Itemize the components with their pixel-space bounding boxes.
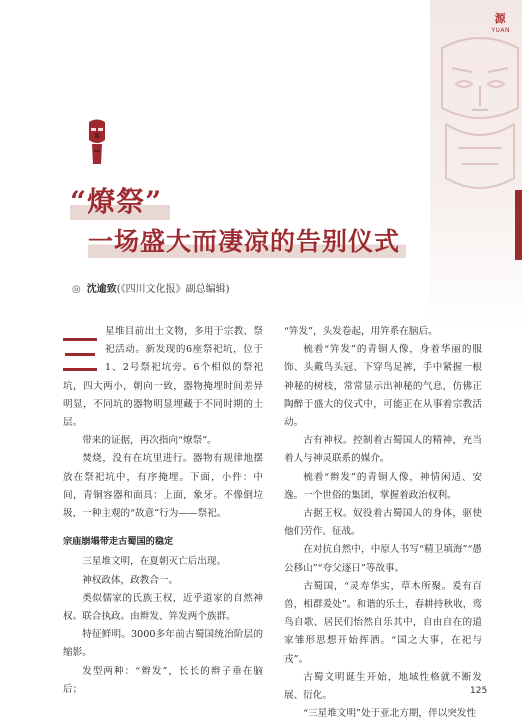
paragraph: 三星堆文明，在夏朝灭亡后出现。 xyxy=(82,556,227,568)
paragraph: 梳着“笄发”的青铜人像，身着华丽的服饰、头戴鸟头冠、下穿鸟足裤，手中紧握一根神秘的树枝，常常显示出神秘的气息，仿佛正陶醉于盛大的仪式中，可能正在从事着宗教活动。 xyxy=(284,344,482,429)
author-name: 沈逾致 xyxy=(86,284,117,295)
paragraph: 焚烧，没有在坑里进行。器物有规律地摆放在祭祀坑中，有序掩埋。下面，小件：中间，青铜容器和面具：上面，象牙。不像倒垃圾，一种主观的“故意”行为——祭祀。 xyxy=(63,453,263,520)
paragraph: 古有神权。控制着古蜀国人的精神，充当着人与神灵联系的媒介。 xyxy=(284,435,482,465)
section-tag xyxy=(491,10,510,34)
left-column xyxy=(63,323,263,699)
paragraph: “笄发”，头发卷起，用笄系在脑后。 xyxy=(284,326,438,337)
paragraph: 古蜀文明诞生开始，地域性格就不断发展、衍化。 xyxy=(284,671,482,702)
decorative-mask-icon xyxy=(432,28,522,228)
subheading: 宗庙崩塌带走古蜀国的稳定 xyxy=(63,536,174,548)
section-tag-en: YUAN xyxy=(491,27,510,34)
paragraph: 特征鲜明。3000多年前古蜀国统治阶层的缩影。 xyxy=(63,629,263,659)
section-tag-zh: 源 xyxy=(494,12,507,25)
bronze-mask-icon xyxy=(86,118,108,166)
paragraph: 梳着“辫发”的青铜人像，神情闲适、安逸。一个世俗的集团，掌握着政治权利。 xyxy=(284,471,482,501)
paragraph: 类似儒家的氏族王权，近乎道家的自然神权。联合执政。由辫发、笄发两个族群。 xyxy=(63,592,263,623)
paragraph: “三星堆文明”处于亚北方期，伴以突发性 xyxy=(303,708,477,720)
paragraph: 古蜀国，“灵寿华实，草木所聚。爰有百兽，相群爰处”。和谐的乐土，春耕持秋收，鸾鸟自歌、居民们怡然自乐其中，自由自在的道家雏形思想开始挥洒。“国之大事，在祀与戎”。 xyxy=(284,580,482,665)
title-line-1: “燎祭” xyxy=(70,180,170,220)
byline-mark: ◎ xyxy=(72,284,81,295)
decorative-red-bar xyxy=(515,190,522,260)
paragraph: 发型两种：“辫发”，长长的辫子垂在脑后； xyxy=(63,665,263,695)
page-number: 125 xyxy=(470,686,488,696)
paragraph: 带来的证据，再次指向“燎祭”。 xyxy=(82,435,217,447)
byline xyxy=(72,280,230,295)
paragraph: 神权政体，政教合一。 xyxy=(82,574,179,586)
title-line-2: 一场盛大而凄凉的告别仪式 xyxy=(88,222,406,258)
paragraph: 古据王权。奴役着古蜀国人的身体，驱使他们劳作、征战。 xyxy=(284,508,482,538)
dropcap-san xyxy=(63,326,97,374)
paragraph: 星堆目前出土文物，多用于宗教、祭祀活动。新发现的6座祭祀坑，位于1、2号祭祀坑旁。6个相似的祭祀坑，四大两小，朝向一致，器物掩埋时间差异明显，不同坑的器物明显埋藏于不同时期的土层。 xyxy=(63,326,263,429)
author-affiliation: (《四川文化报》副总编辑) xyxy=(116,284,230,295)
right-column xyxy=(284,323,482,723)
paragraph: 在对抗自然中，中原人书写“精卫填海”“愚公移山”“夸父逐日”等故事。 xyxy=(284,544,482,574)
